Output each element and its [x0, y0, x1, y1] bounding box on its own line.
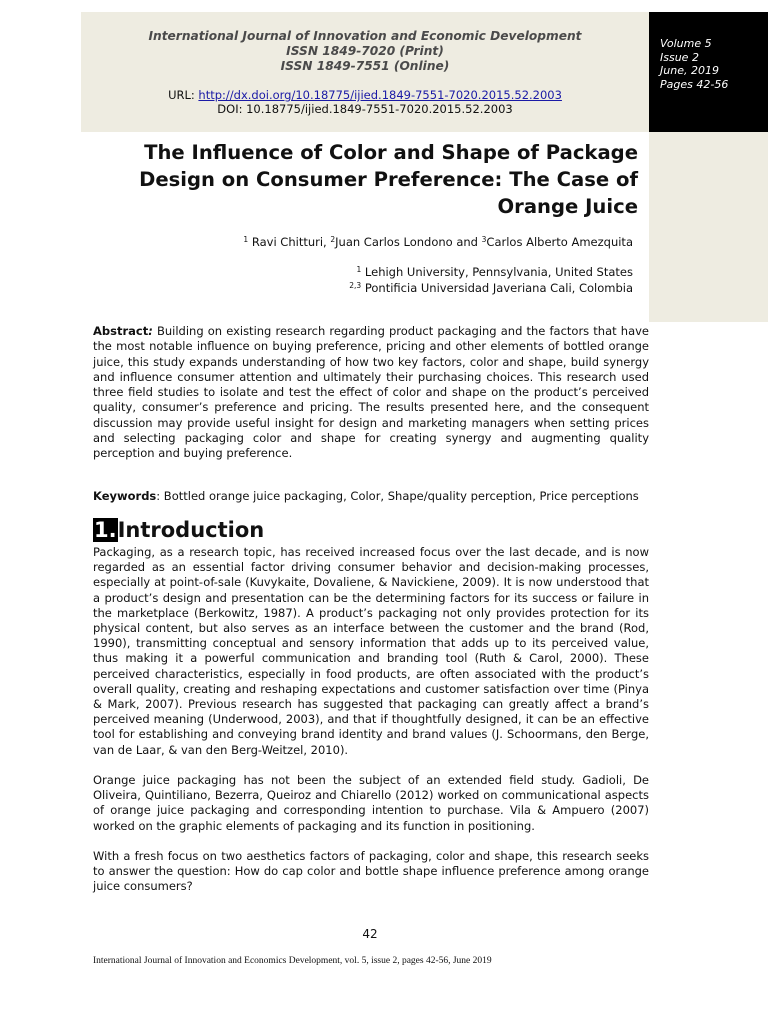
page-footer: International Journal of Innovation and Economics Development, vol. 5, issue 2, pages 42-56, June 2019 — [93, 956, 492, 966]
volume-info-box — [649, 12, 768, 132]
issn-online: ISSN 1849-7551 (Online) — [280, 59, 450, 73]
affiliation-line — [100, 265, 633, 281]
volume-label: Volume 5 — [660, 37, 712, 50]
keywords-text: : Bottled orange juice packaging, Color, Shape/quality perception, Price perceptions — [156, 489, 639, 503]
date-label: June, 2019 — [660, 64, 719, 77]
side-decoration-band — [649, 132, 768, 322]
author-sup: 2 — [330, 235, 336, 244]
journal-name: International Journal of Innovation and Economic Development — [148, 29, 582, 43]
affiliation-text: Lehigh University, Pennsylvania, United States — [364, 265, 633, 279]
keywords — [93, 489, 649, 504]
introduction-body — [93, 545, 649, 910]
author-sup: 3 — [481, 235, 487, 244]
abstract-text: Building on existing research regarding product packaging and the factors that have the most notable influence on buying preference, pricing and other elements of bottled orange juice, this study expands understanding of how two key factors, color and shape, build synergy and influence consumer attention and ultimately their purchasing choices. This research used three field studies to isolate and test the effect of color and shape on the product’s perceived quality, consumer’s preference and pricing. The results presented here, and the consequent discussion may provide useful insight for design and marketing managers when setting prices and selecting packaging color and shape for creating synergy and augmenting quality perception and buying preference. — [93, 324, 649, 461]
keywords-label: Keywords — [93, 489, 157, 503]
doi-line: DOI: 10.18775/ijied.1849-7551-7020.2015.52.2003 — [217, 102, 513, 116]
issn-print: ISSN 1849-7020 (Print) — [286, 44, 444, 58]
abstract-label: Abstract — [93, 324, 149, 338]
affiliation-sup: 1 — [356, 265, 362, 274]
paper-title — [100, 139, 638, 220]
paper-title-line: The Influence of Color and Shape of Package — [144, 141, 638, 164]
section-title: Introduction — [117, 518, 265, 542]
author-name: Juan Carlos Londono and — [335, 235, 482, 249]
author-sup: 1 — [243, 235, 249, 244]
pages-label: Pages 42-56 — [660, 77, 729, 91]
url-label: URL: — [168, 88, 199, 102]
section-number: 1. — [94, 518, 117, 542]
author-name: Ravi Chitturi, — [251, 235, 331, 249]
affiliation-line — [100, 281, 633, 297]
abstract-colon: : — [148, 324, 153, 338]
journal-title-block — [81, 29, 649, 74]
url-line — [81, 88, 649, 102]
affiliation-text: Pontificia Universidad Javeriana Cali, Colombia — [364, 280, 633, 295]
author-name: Carlos Alberto Amezquita — [486, 235, 633, 249]
affiliation-list — [100, 265, 633, 296]
issue-label: Issue 2 — [660, 50, 699, 64]
page-number: 42 — [362, 927, 378, 941]
section-heading — [93, 517, 264, 543]
author-list — [100, 235, 633, 249]
paper-title-line: Orange Juice — [497, 195, 638, 218]
body-paragraph: Packaging, as a research topic, has received increased focus over the last decade, and is now regarded as an essential factor driving consumer behavior and decision-making processes, especially at point-of-sale (Kuvykaite, Dovaliene, & Navickiene, 2009). It is now understood that a product’s design and presentation can be the determining factors for its success or failure in the marketplace (Berkowitz, 1987). A product’s packaging not only provides protection for its physical content, but also serves as an interface between the customer and the brand (Rod, 1990), transmitting conceptual and sensory information that adds up to its perceived value, thus making it a powerful communication and branding tool (Ruth & Carol, 2000). These perceived characteristics, especially in food products, are often associated with the product’s overall quality, creating and reshaping expectations and customer satisfaction over time (Pinya & Mark, 2007). Previous research has suggested that packaging can greatly affect a brand’s perceived meaning (Underwood, 2003), and that if thoughtfully designed, it can be an effective tool for establishing and conveying brand identity and brand values (J. Schoormans, den Berge, van de Laar, & van den Berg-Weitzel, 2010). — [93, 545, 649, 757]
body-paragraph: With a fresh focus on two aesthetics factors of packaging, color and shape, this research seeks to answer the question: How do cap color and bottle shape influence preference among orange juice consumers? — [93, 849, 649, 894]
paper-title-line: Design on Consumer Preference: The Case of — [139, 168, 638, 191]
doi-url-link[interactable]: http://dx.doi.org/10.18775/ijied.1849-7551-7020.2015.52.2003 — [198, 88, 562, 102]
body-paragraph: Orange juice packaging has not been the subject of an extended field study. Gadioli, De Oliveira, Quintiliano, Bezerra, Queiroz and Chiarello (2012) worked on communicational aspects of orange juice packaging and corresponding intention to purchase. Vila & Ampuero (2007) worked on the graphic elements of packaging and its function in positioning. — [93, 773, 649, 833]
abstract — [93, 324, 649, 462]
affiliation-sup: 2,3 — [349, 280, 362, 290]
